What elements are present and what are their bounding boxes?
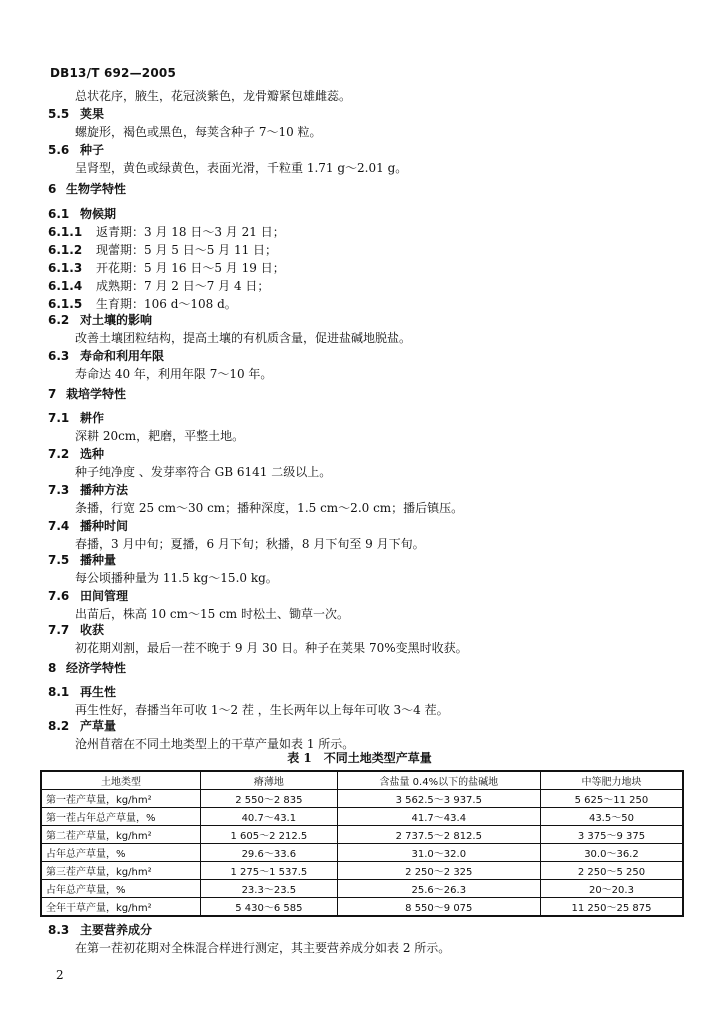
section-number: 7.6: [48, 589, 70, 603]
paragraph-text: 出苗后，株高 10 cm～15 cm 时松土、锄草一次。: [75, 607, 349, 621]
section-number: 8: [48, 661, 57, 675]
value-cell: 2 737.5～2 812.5: [337, 826, 540, 844]
section-title: 播种时间: [80, 519, 129, 533]
paragraph-text: 寿命达 40 年，利用年限 7～10 年。: [75, 367, 273, 381]
subsection-number: 6.1.1: [48, 225, 83, 239]
section-number: 6.2: [48, 313, 70, 327]
row-label-cell: 第一茬产草量，kg/hm²: [41, 790, 201, 808]
subsection-text: 生育期：106 d～108 d。: [96, 297, 237, 311]
paragraph-text: 条播，行宽 25 cm～30 cm；播种深度，1.5 cm～2.0 cm；播后镇压。: [75, 501, 464, 515]
value-cell: 2 250～5 250: [540, 862, 683, 880]
section-title: 耕作: [80, 411, 105, 425]
section-title: 栽培学特性: [66, 387, 127, 401]
section-number: 7: [48, 387, 57, 401]
header-cell: 土地类型: [41, 771, 201, 790]
section-number: 6.1: [48, 207, 70, 221]
paragraph-text: 在第一茬初花期对全株混合样进行测定，其主要营养成分如表 2 所示。: [75, 941, 451, 955]
section-title: 寿命和利用年限: [80, 349, 165, 363]
paragraph-text: 沧州苜蓿在不同土地类型上的干草产量如表 1 所示。: [75, 737, 355, 751]
value-cell: 1 275～1 537.5: [201, 862, 338, 880]
table-row: [41, 826, 683, 844]
section-number: 6.3: [48, 349, 70, 363]
row-label-cell: 第二茬产草量，kg/hm²: [41, 826, 201, 844]
table-caption: 表 1 不同土地类型产草量: [287, 751, 432, 765]
section-number: 6: [48, 182, 57, 196]
section-title: 经济学特性: [66, 661, 127, 675]
section-title: 产草量: [80, 719, 117, 733]
row-label-cell: 第一茬占年总产草量，%: [41, 808, 201, 826]
section-number: 8.3: [48, 923, 70, 937]
paragraph-text: 初花期刈割，最后一茬不晚于 9 月 30 日。种子在荚果 70%变黑时收获。: [75, 641, 468, 655]
value-cell: 40.7～43.1: [201, 808, 338, 826]
page-number: 2: [56, 968, 64, 982]
paragraph-text: 春播，3 月中旬；夏播，6 月下旬；秋播，8 月下旬至 9 月下旬。: [75, 537, 425, 551]
value-cell: 3 562.5～3 937.5: [337, 790, 540, 808]
row-label-cell: 全年干草产量，kg/hm²: [41, 898, 201, 917]
subsection-text: 开花期：5 月 16 日～5 月 19 日；: [96, 261, 285, 275]
section-title: 播种方法: [80, 483, 129, 497]
table-row: [41, 880, 683, 898]
standard-code-header: DB13/T 692—2005: [50, 66, 176, 80]
paragraph-text: 再生性好，春播当年可收 1～2 茬 ，生长两年以上每年可收 3～4 茬。: [75, 703, 449, 717]
paragraph-text: 螺旋形，褐色或黑色，每荚含种子 7～10 粒。: [75, 125, 322, 139]
header-cell: 含盐量 0.4%以下的盐碱地: [337, 771, 540, 790]
value-cell: 11 250～25 875: [540, 898, 683, 917]
table-row: [41, 808, 683, 826]
section-number: 8.2: [48, 719, 70, 733]
value-cell: 5 430～6 585: [201, 898, 338, 917]
value-cell: 1 605～2 212.5: [201, 826, 338, 844]
section-number: 7.2: [48, 447, 70, 461]
row-label-cell: 第三茬产草量，kg/hm²: [41, 862, 201, 880]
section-title: 田间管理: [80, 589, 129, 603]
paragraph-text: 深耕 20cm，耙磨，平整土地。: [75, 429, 245, 443]
section-title: 收获: [80, 623, 105, 637]
table-row: [41, 862, 683, 880]
value-cell: 31.0～32.0: [337, 844, 540, 862]
section-title: 荚果: [80, 107, 105, 121]
section-title: 对土壤的影响: [80, 313, 153, 327]
subsection-number: 6.1.5: [48, 297, 83, 311]
paragraph-text: 总状花序，腋生，花冠淡紫色，龙骨瓣紧包雄雌蕊。: [75, 89, 352, 103]
value-cell: 3 375～9 375: [540, 826, 683, 844]
section-title: 再生性: [80, 685, 117, 699]
section-title: 主要营养成分: [80, 923, 153, 937]
yield-table: [40, 770, 684, 917]
value-cell: 41.7～43.4: [337, 808, 540, 826]
section-number: 8.1: [48, 685, 70, 699]
paragraph-text: 每公顷播种量为 11.5 kg～15.0 kg。: [75, 571, 278, 585]
section-number: 7.1: [48, 411, 70, 425]
subsection-text: 成熟期：7 月 2 日～7 月 4 日；: [96, 279, 270, 293]
subsection-text: 现蕾期：5 月 5 日～5 月 11 日；: [96, 243, 278, 257]
section-number: 7.7: [48, 623, 70, 637]
value-cell: 20～20.3: [540, 880, 683, 898]
paragraph-text: 种子纯净度 、发芽率符合 GB 6141 二级以上。: [75, 465, 332, 479]
value-cell: 29.6～33.6: [201, 844, 338, 862]
value-cell: 8 550～9 075: [337, 898, 540, 917]
section-title: 选种: [80, 447, 105, 461]
paragraph-text: 改善土壤团粒结构，提高土壤的有机质含量，促进盐碱地脱盐。: [75, 331, 412, 345]
value-cell: 30.0～36.2: [540, 844, 683, 862]
section-number: 7.3: [48, 483, 70, 497]
value-cell: 5 625～11 250: [540, 790, 683, 808]
value-cell: 43.5～50: [540, 808, 683, 826]
subsection-text: 返青期：3 月 18 日～3 月 21 日；: [96, 225, 285, 239]
value-cell: 2 250～2 325: [337, 862, 540, 880]
table-row: [41, 844, 683, 862]
section-number: 7.4: [48, 519, 70, 533]
table-row: [41, 898, 683, 917]
header-cell: 中等肥力地块: [540, 771, 683, 790]
section-title: 物候期: [80, 207, 117, 221]
value-cell: 23.3～23.5: [201, 880, 338, 898]
subsection-number: 6.1.3: [48, 261, 83, 275]
subsection-number: 6.1.2: [48, 243, 83, 257]
section-number: 7.5: [48, 553, 70, 567]
value-cell: 25.6～26.3: [337, 880, 540, 898]
paragraph-text: 呈肾型，黄色或绿黄色，表面光滑，千粒重 1.71 g～2.01 g。: [75, 161, 408, 175]
section-number: 5.6: [48, 143, 70, 157]
subsection-number: 6.1.4: [48, 279, 83, 293]
header-cell: 瘠薄地: [201, 771, 338, 790]
table-header-row: [41, 771, 683, 790]
section-title: 种子: [80, 143, 105, 157]
section-title: 生物学特性: [66, 182, 127, 196]
section-number: 5.5: [48, 107, 70, 121]
row-label-cell: 占年总产草量，%: [41, 880, 201, 898]
table-row: [41, 790, 683, 808]
section-title: 播种量: [80, 553, 117, 567]
value-cell: 2 550～2 835: [201, 790, 338, 808]
row-label-cell: 占年总产草量，%: [41, 844, 201, 862]
